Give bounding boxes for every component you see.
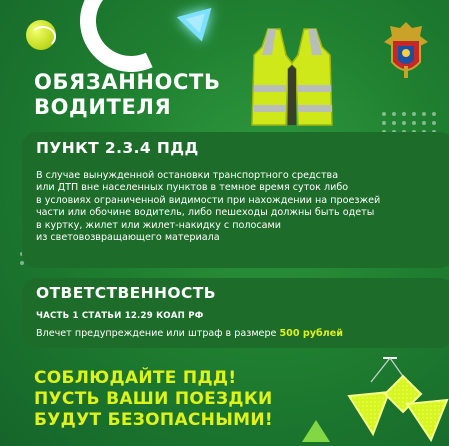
decorative-ball-icon (26, 20, 56, 50)
call-to-action (34, 368, 273, 431)
article-reference: ЧАСТЬ 1 СТАТЬИ 12.29 КОАП РФ (36, 311, 204, 321)
duty-line: или ДТП вне населенных пунктов в темное время суток либо (36, 182, 349, 194)
decorative-dots (382, 112, 437, 134)
reflector-pendant-icon (345, 356, 449, 446)
duty-line: части или обочине водитель, либо пешеходы должны быть одеты (36, 207, 375, 219)
responsibility-heading: ОТВЕТСТВЕННОСТЬ (36, 284, 216, 302)
duty-text (36, 170, 436, 244)
reflector-triangle-icon (177, 8, 220, 46)
penalty-amount: 500 рублей (279, 328, 343, 339)
title-line: ОБЯЗАННОСТЬ (34, 70, 221, 94)
cta-line: СОБЛЮДАЙТЕ ПДД! (34, 368, 237, 388)
cta-line: БУДУТ БЕЗОПАСНЫМИ! (34, 410, 273, 430)
duty-line: в куртку, жилет или жилет-накидку с полосами (36, 219, 282, 231)
duty-line: из световозвращающего материала (36, 232, 220, 244)
duty-line: в условиях ограниченной видимости при нахождении на проезжей (36, 194, 381, 206)
decorative-triangle-icon (302, 420, 330, 442)
page-title (34, 70, 221, 120)
safety-vest-icon (246, 25, 338, 130)
duty-heading: ПУНКТ 2.3.4 ПДД (36, 139, 199, 157)
police-emblem-icon (382, 20, 430, 82)
penalty-description: Влечет предупреждение или штраф в размере (36, 328, 280, 339)
cta-line: ПУСТЬ ВАШИ ПОЕЗДКИ (34, 389, 273, 409)
title-line: ВОДИТЕЛЯ (34, 95, 172, 119)
penalty-text (36, 328, 343, 339)
duty-line: В случае вынужденной остановки транспортного средства (36, 170, 339, 181)
